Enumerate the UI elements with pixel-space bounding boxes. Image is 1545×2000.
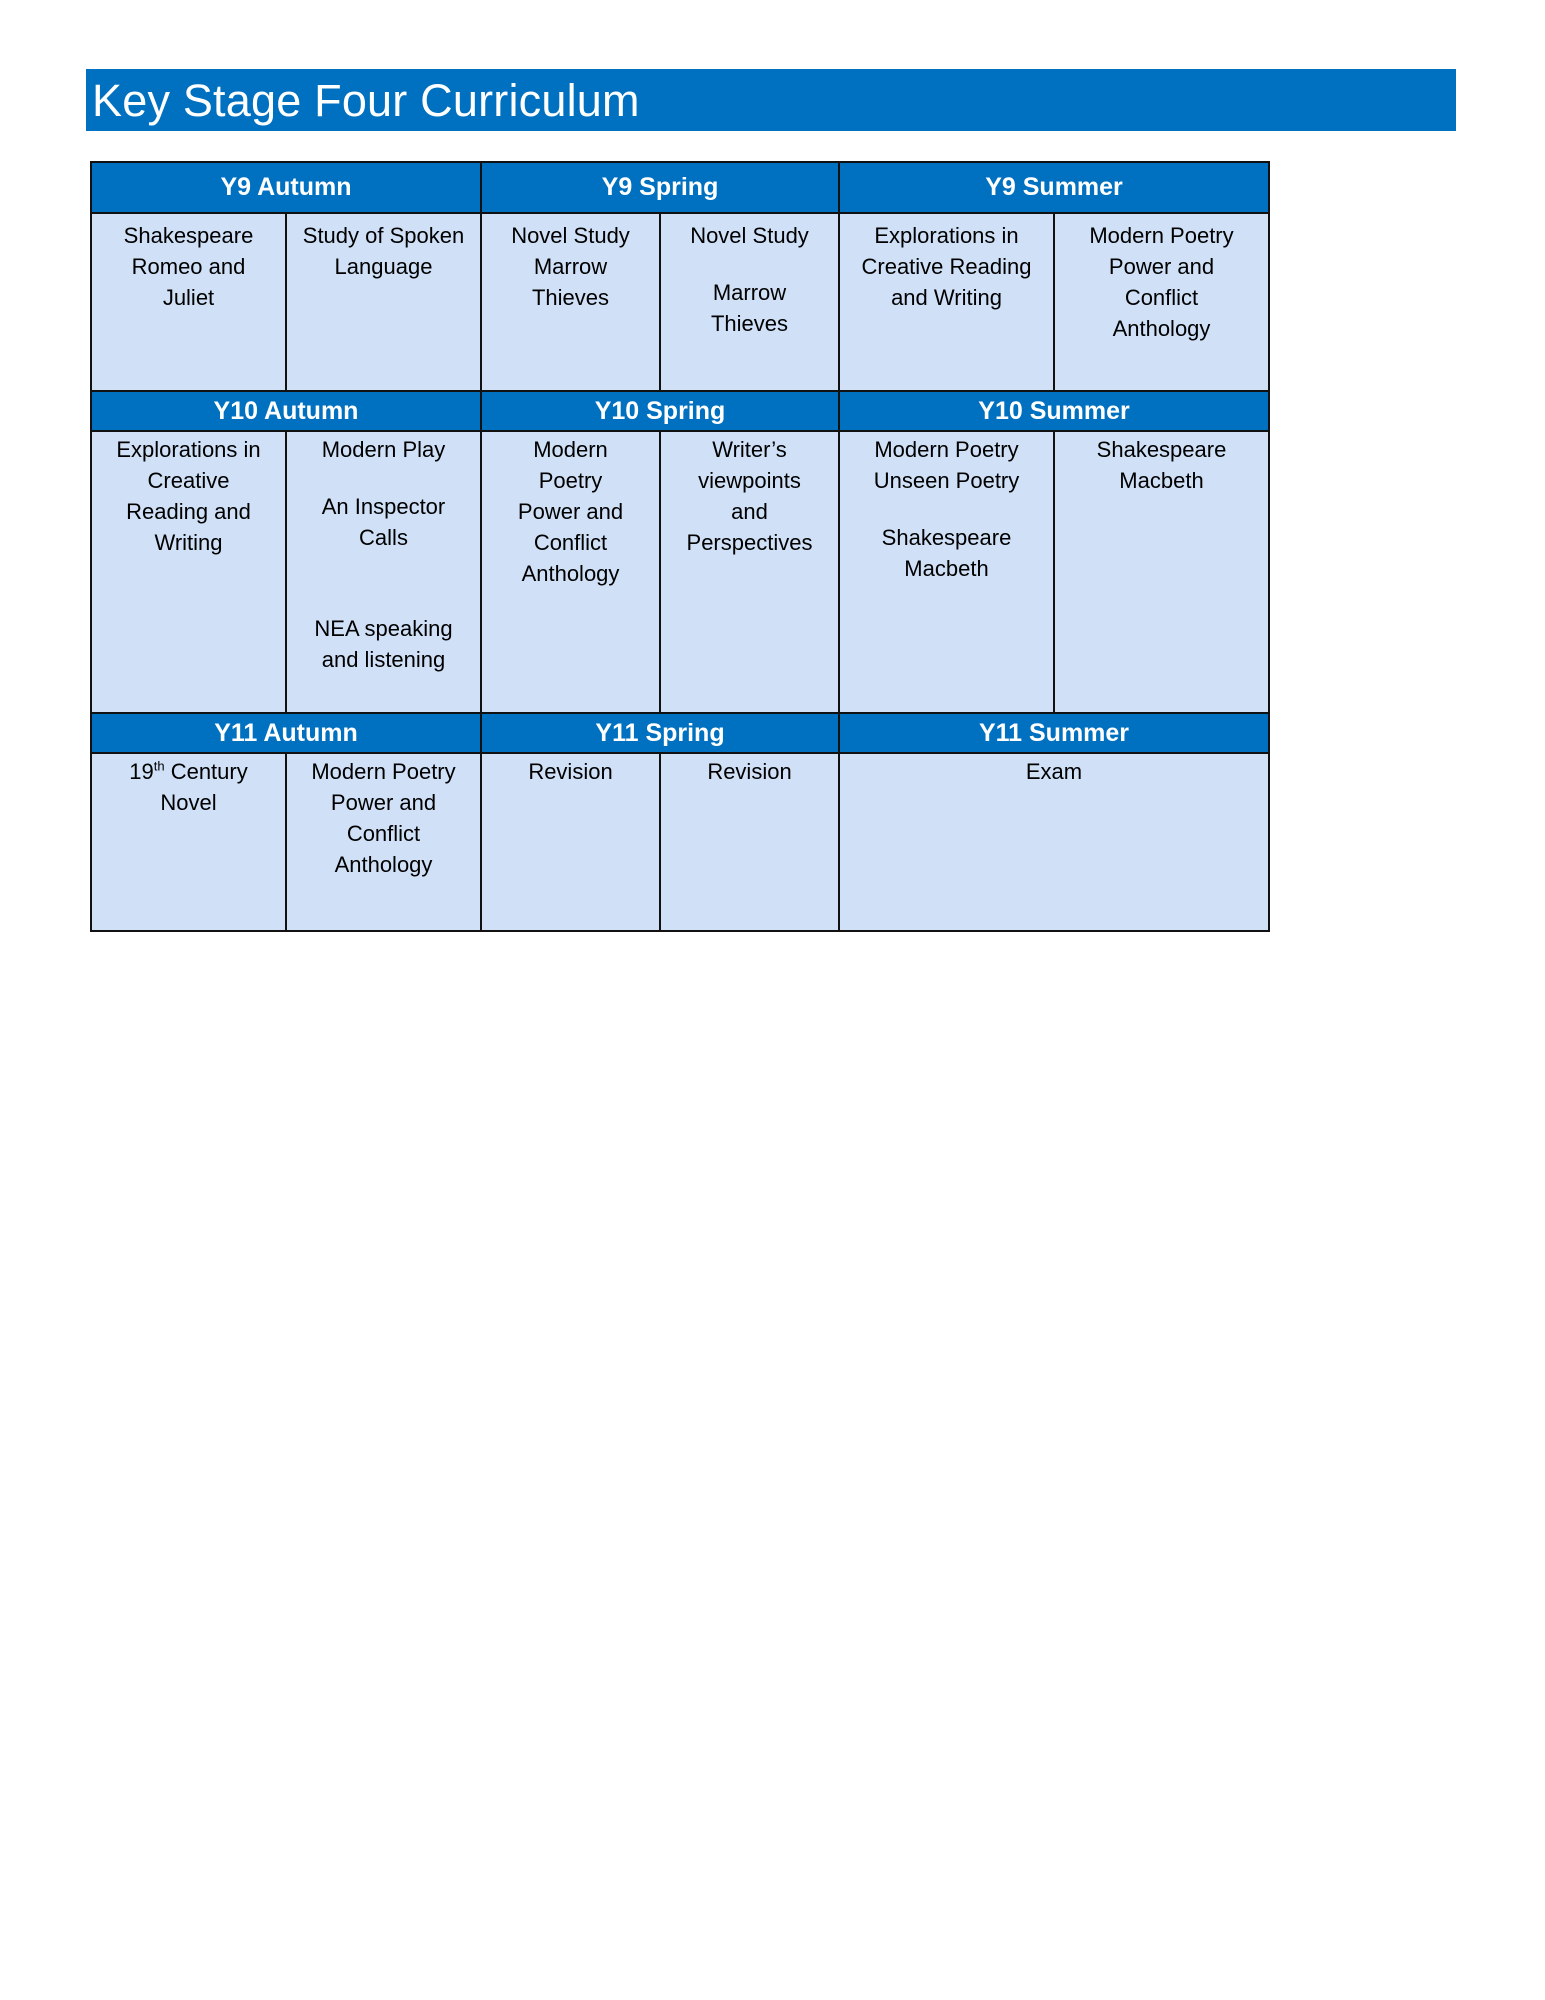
cell-text: Writing xyxy=(154,530,223,555)
cell-y9-spring-1 xyxy=(481,213,660,391)
cell-text: Conflict xyxy=(1124,285,1199,310)
cell-text: Novel xyxy=(160,790,217,815)
cell-text: Revision xyxy=(528,759,613,784)
curriculum-table xyxy=(90,161,1270,932)
blank-line xyxy=(293,465,474,491)
cell-text: and Writing xyxy=(891,285,1002,310)
cell-text: Shakespeare xyxy=(881,525,1012,550)
term-header-y10-summer: Y10 Summer xyxy=(839,391,1269,431)
cell-text: Perspectives xyxy=(686,530,813,555)
cell-y11-autumn-2 xyxy=(286,753,481,931)
cell-text: Modern Poetry xyxy=(1089,223,1234,248)
cell-text: Novel Study xyxy=(690,223,809,248)
cell-text: Explorations in xyxy=(874,223,1019,248)
term-header-y9-summer: Y9 Summer xyxy=(839,162,1269,213)
century-word: Century xyxy=(164,759,248,784)
y10-content-row xyxy=(91,431,1269,713)
cell-text: Reading and xyxy=(126,499,251,524)
cell-text: Language xyxy=(334,254,433,279)
cell-text: Shakespeare xyxy=(1096,437,1227,462)
spacer xyxy=(293,553,474,599)
cell-text: and listening xyxy=(321,647,446,672)
cell-text: Calls xyxy=(359,525,408,550)
term-header-y10-spring: Y10 Spring xyxy=(481,391,839,431)
cell-text: and xyxy=(731,499,768,524)
cell-text: Explorations in xyxy=(116,437,261,462)
cell-text: Creative xyxy=(147,468,230,493)
cell-text: Anthology xyxy=(1112,316,1211,341)
cell-text: Writer’s xyxy=(712,437,787,462)
cell-y9-spring-2 xyxy=(660,213,839,391)
cell-y9-summer-1 xyxy=(839,213,1054,391)
cell-y10-summer-1 xyxy=(839,431,1054,713)
blank-line xyxy=(846,496,1047,522)
y9-content-row xyxy=(91,213,1269,391)
cell-text: Anthology xyxy=(521,561,620,586)
cell-text: Modern Play xyxy=(321,437,446,462)
term-header-y11-summer: Y11 Summer xyxy=(839,713,1269,753)
term-header-y10-autumn: Y10 Autumn xyxy=(91,391,481,431)
cell-text: Revision xyxy=(707,759,792,784)
y11-content-row xyxy=(91,753,1269,931)
cell-y9-summer-2 xyxy=(1054,213,1269,391)
cell-text: Juliet xyxy=(162,285,215,310)
cell-text: Study of Spoken xyxy=(302,223,465,248)
cell-text: NEA speaking xyxy=(314,616,453,641)
cell-text: Power and xyxy=(517,499,624,524)
cell-text: Anthology xyxy=(334,852,433,877)
cell-y10-autumn-1 xyxy=(91,431,286,713)
cell-text: Modern Poetry xyxy=(311,759,456,784)
cell-text: Modern xyxy=(533,437,608,462)
cell-text: Conflict xyxy=(346,821,421,846)
cell-y9-autumn-2 xyxy=(286,213,481,391)
cell-text: Exam xyxy=(1025,759,1083,784)
cell-y10-autumn-2 xyxy=(286,431,481,713)
ordinal-suffix: th xyxy=(153,758,165,774)
cell-text: Macbeth xyxy=(1119,468,1204,493)
y10-header-row xyxy=(91,391,1269,431)
cell-y11-autumn-1 xyxy=(91,753,286,931)
term-header-y11-autumn: Y11 Autumn xyxy=(91,713,481,753)
term-header-y9-spring: Y9 Spring xyxy=(481,162,839,213)
cell-text xyxy=(98,756,279,787)
cell-text: Poetry xyxy=(538,468,603,493)
term-header-y9-autumn: Y9 Autumn xyxy=(91,162,481,213)
cell-text: Creative Reading xyxy=(861,254,1032,279)
cell-text: Conflict xyxy=(533,530,608,555)
cell-y10-spring-2 xyxy=(660,431,839,713)
cell-y11-summer xyxy=(839,753,1269,931)
cell-text: Macbeth xyxy=(904,556,989,581)
cell-text: Thieves xyxy=(710,311,789,336)
term-header-y11-spring: Y11 Spring xyxy=(481,713,839,753)
cell-text: Power and xyxy=(1108,254,1215,279)
y11-header-row xyxy=(91,713,1269,753)
cell-y11-spring-1 xyxy=(481,753,660,931)
cell-text: Marrow xyxy=(712,280,787,305)
cell-text: Modern Poetry xyxy=(874,437,1019,462)
cell-text: Shakespeare xyxy=(123,223,254,248)
blank-line xyxy=(667,251,832,277)
cell-y10-summer-2 xyxy=(1054,431,1269,713)
cell-text: Power and xyxy=(330,790,437,815)
cell-y9-autumn-1 xyxy=(91,213,286,391)
title-banner xyxy=(86,69,1456,131)
cell-text: Novel Study xyxy=(511,223,630,248)
cell-y11-spring-2 xyxy=(660,753,839,931)
century-number: 19 xyxy=(129,759,154,784)
cell-text: viewpoints xyxy=(698,468,801,493)
cell-y10-spring-1 xyxy=(481,431,660,713)
cell-text: Unseen Poetry xyxy=(873,468,1020,493)
cell-text: Romeo and xyxy=(131,254,246,279)
cell-text: Thieves xyxy=(531,285,610,310)
page-title: Key Stage Four Curriculum xyxy=(92,74,640,126)
cell-text: Marrow xyxy=(533,254,608,279)
cell-text: An Inspector xyxy=(321,494,446,519)
y9-header-row xyxy=(91,162,1269,213)
